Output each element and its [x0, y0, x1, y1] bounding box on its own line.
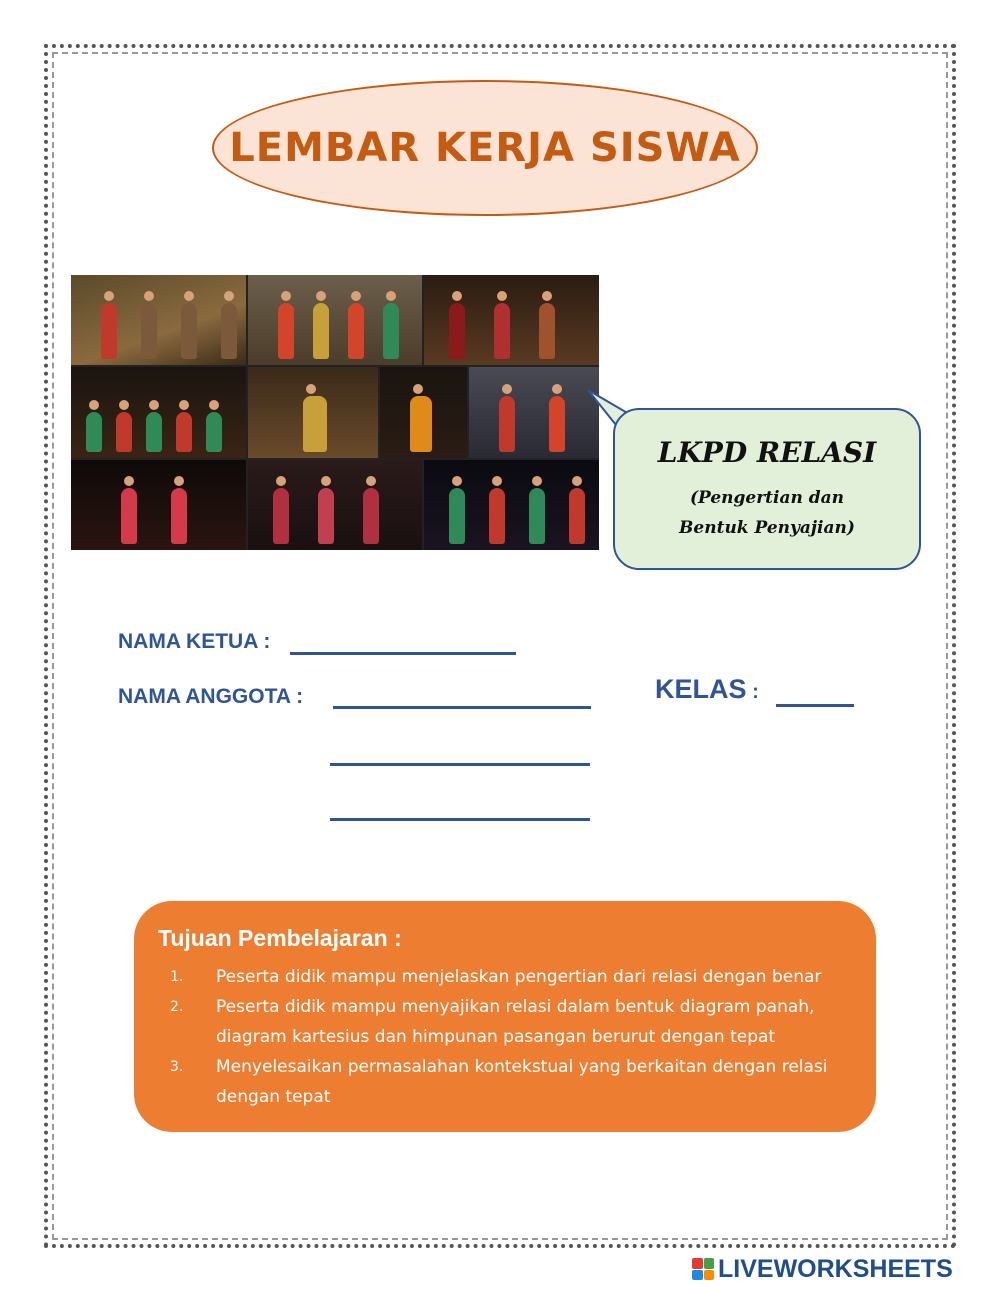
objectives-list	[158, 962, 846, 1112]
member-name-field-1[interactable]	[333, 706, 591, 709]
photo-stage-dancers	[424, 275, 599, 365]
objective-text: Peserta didik mampu menyajikan relasi dalam bentuk diagram panah, diagram kartesius dan himpunan pasangan berurut dengan tepat	[216, 997, 815, 1047]
class-label: KELAS :	[655, 674, 759, 704]
lkpd-callout	[613, 408, 921, 570]
liveworksheets-grid-icon	[692, 1258, 714, 1280]
title-banner	[212, 80, 758, 216]
liveworksheets-logo-text: LIVEWORKSHEETS	[718, 1254, 953, 1283]
objective-number: 1.	[170, 969, 184, 985]
photo-jaipong-dancers	[248, 460, 423, 550]
callout-subtitle: (Pengertian dan Bentuk Penyajian)	[679, 488, 855, 538]
leader-name-field[interactable]	[290, 652, 516, 655]
objective-item	[158, 992, 846, 1052]
liveworksheets-logo[interactable]	[692, 1256, 953, 1282]
objective-text: Peserta didik mampu menjelaskan pengertian dari relasi dengan benar	[216, 967, 822, 987]
objective-item	[158, 962, 846, 992]
leader-label: NAMA KETUA :	[118, 630, 271, 653]
objective-item	[158, 1052, 846, 1112]
photo-red-dancers	[71, 460, 246, 550]
objective-number: 3.	[170, 1059, 184, 1075]
photo-saman-dance	[71, 367, 246, 457]
learning-objectives-box	[134, 901, 876, 1132]
photo-kecak-dance	[71, 275, 246, 365]
objectives-title: Tujuan Pembelajaran :	[158, 925, 402, 951]
callout-title: LKPD RELASI	[657, 436, 877, 469]
photo-yellow-dancer	[380, 367, 466, 457]
photo-legong-dancers	[248, 275, 423, 365]
objective-number: 2.	[170, 999, 184, 1015]
photo-plate-dance	[424, 460, 599, 550]
photo-balinese-dancer	[248, 367, 379, 457]
page-title: LEMBAR KERJA SISWA	[229, 125, 741, 171]
member-name-field-2[interactable]	[330, 763, 590, 766]
member-name-field-3[interactable]	[330, 818, 590, 821]
dance-photo-collage	[71, 275, 599, 550]
members-label: NAMA ANGGOTA :	[118, 685, 304, 708]
objective-text: Menyelesaikan permasalahan kontekstual yang berkaitan dengan relasi dengan tepat	[216, 1057, 828, 1107]
class-field[interactable]	[776, 704, 854, 707]
